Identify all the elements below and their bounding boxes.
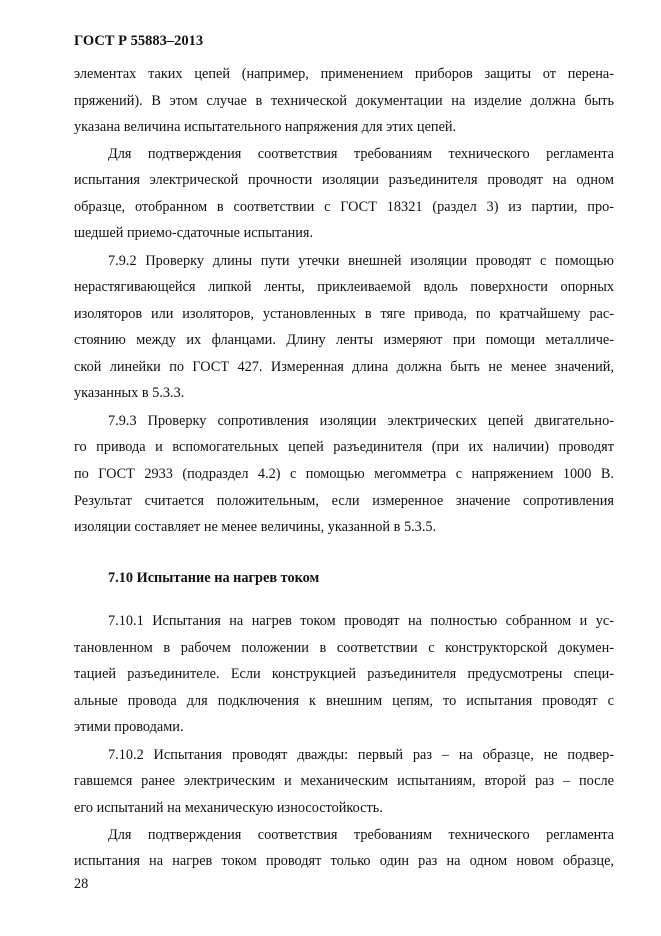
text-line: шедшей приемо-сдаточные испытания. — [74, 225, 314, 241]
text-line: Для подтверждения соответствия требованиям технического регламента — [108, 827, 614, 843]
text-line: образце, отобранном в соответствии с ГОСТ 18321 (раздел 3) из партии, про- — [74, 199, 614, 215]
text-line: указана величина испытательного напряжения для этих цепей. — [74, 119, 457, 135]
text-line: испытания электрической прочности изоляции разъединителя проводят на одном — [74, 172, 614, 188]
text-line: тановленном в рабочем положении в соответствии с конструкторской докумен- — [74, 640, 614, 656]
text-line: 7.9.3 Проверку сопротивления изоляции электрических цепей двигательно- — [108, 413, 614, 429]
text-line: нерастягивающейся липкой ленты, приклеиваемой вдоль поверхности опорных — [74, 279, 614, 295]
text-line: по ГОСТ 2933 (подраздел 4.2) с помощью мегомметра с напряжением 1000 В. — [74, 466, 614, 482]
text-line: указанных в 5.3.3. — [74, 385, 185, 401]
text-line: изоляторов или изоляторов, установленных в тяге привода, по кратчайшему рас- — [74, 306, 614, 322]
text-line: гавшемся ранее электрическим и механическим испытаниям, второй раз – после — [74, 773, 614, 789]
text-line: Для подтверждения соответствия требованиям технического регламента — [108, 146, 614, 162]
text-line: пряжений). В этом случае в технической документации на изделие должна быть — [74, 93, 614, 109]
page-number: 28 — [74, 876, 89, 892]
text-line: его испытаний на механическую износостойкость. — [74, 800, 383, 816]
text-line: 7.9.2 Проверку длины пути утечки внешней изоляции проводят с помощью — [108, 253, 614, 269]
text-line: испытания на нагрев током проводят только один раз на одном новом образце, — [74, 853, 614, 869]
text-line: стоянию между их фланцами. Длину ленты измеряют при помощи металличе- — [74, 332, 614, 348]
text-line: 7.10.1 Испытания на нагрев током проводят на полностью собранном и ус- — [108, 613, 614, 629]
text-line: этими проводами. — [74, 719, 184, 735]
text-line: тацией разъединителе. Если конструкцией разъединителя предусмотрены специ- — [74, 666, 614, 682]
text-line: ской линейки по ГОСТ 427. Измеренная длина должна быть не менее значений, — [74, 359, 614, 375]
section-heading: 7.10 Испытание на нагрев током — [108, 570, 320, 586]
document-header: ГОСТ Р 55883–2013 — [74, 33, 204, 49]
text-line: альные провода для подключения к внешним цепям, то испытания проводят с — [74, 693, 614, 709]
text-line: Результат считается положительным, если измеренное значение сопротивления — [74, 493, 614, 509]
text-line: 7.10.2 Испытания проводят дважды: первый раз – на образце, не подвер- — [108, 747, 614, 763]
text-line: элементах таких цепей (например, применением приборов защиты от перена- — [74, 66, 614, 82]
text-line: го привода и вспомогательных цепей разъединителя (при их наличии) проводят — [74, 439, 614, 455]
text-line: изоляции составляет не менее величины, указанной в 5.3.5. — [74, 519, 437, 535]
